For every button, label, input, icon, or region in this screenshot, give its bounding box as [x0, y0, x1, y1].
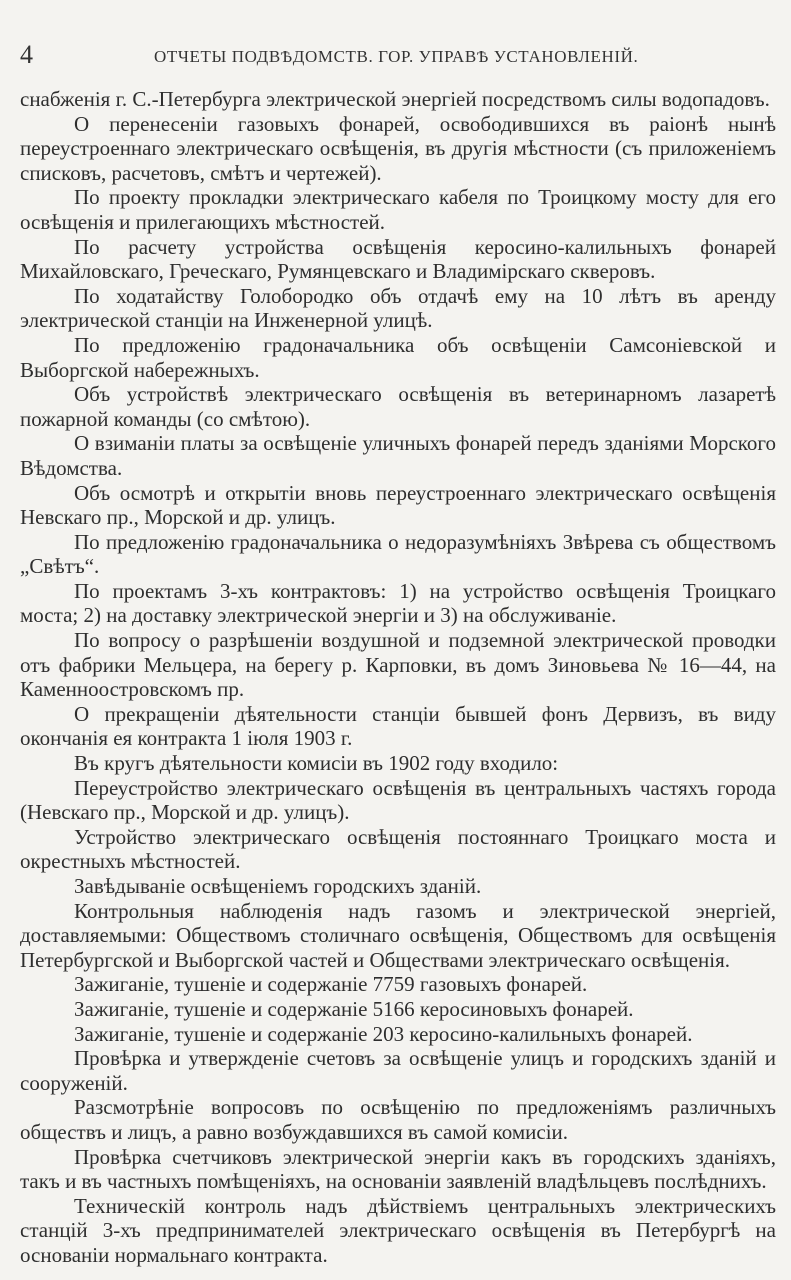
paragraph: По расчету устройства освѣщенія керосино-калильныхъ фонарей Михайловскаго, Греческаго, Румянцевскаго и Владимірскаго скверовъ.	[20, 234, 776, 284]
paragraph: О перенесеніи газовыхъ фонарей, освободившихся въ раіонѣ нынѣ переустроеннаго электрическаго освѣщенія, въ другія мѣстности (съ приложеніемъ списковъ, расчетовъ, смѣтъ и чертежей).	[20, 111, 776, 185]
paragraph: О прекращеніи дѣятельности станціи бывшей фонъ Дервизъ, въ виду окончанія ея контракта 1 іюля 1903 г.	[20, 701, 776, 751]
paragraph: Провѣрка счетчиковъ электрической энергіи какъ въ городскихъ зданіяхъ, такъ и въ частныхъ помѣщеніяхъ, на основаніи заявленій владѣльцевъ послѣднихъ.	[20, 1144, 776, 1194]
paragraph: Устройство электрическаго освѣщенія постояннаго Троицкаго моста и окрестныхъ мѣстностей.	[20, 824, 776, 874]
paragraph: Провѣрка и утвержденіе счетовъ за освѣщеніе улицъ и городскихъ зданій и сооруженій.	[20, 1046, 776, 1095]
paragraph: Зажиганіе, тушеніе и содержаніе 5166 керосиновыхъ фонарей.	[74, 996, 634, 1021]
paragraph: снабженія г. С.-Петербурга электрической энергіей посредствомъ силы водопадовъ.	[20, 87, 770, 111]
page-number: 4	[20, 40, 33, 69]
paragraph: Въ кругъ дѣятельности комисіи въ 1902 году входило:	[74, 751, 559, 776]
paragraph: О взиманіи платы за освѣщеніе уличныхъ фонарей передъ зданіями Морского Вѣдомства.	[20, 431, 776, 480]
paragraph: По вопросу о разрѣшеніи воздушной и подземной электрической проводки отъ фабрики Мельцера, на берегу р. Карповки, въ домъ Зиновьева № 16—44, на Каменноостровскомъ пр.	[20, 628, 776, 702]
paragraph: По предложенію градоначальника о недоразумѣніяхъ Звѣрева съ обществомъ „Свѣтъ“.	[20, 529, 776, 579]
paragraph: Зажиганіе, тушеніе и содержаніе 203 керосино-калильныхъ фонарей.	[74, 1021, 693, 1046]
running-head-title: ОТЧЕТЫ ПОДВѢДОМСТВ. ГОР. УПРАВѢ УСТАНОВЛЕНІЙ.	[154, 47, 639, 66]
text-body	[20, 87, 776, 1268]
paragraph: Завѣдываніе освѣщеніемъ городскихъ зданій.	[74, 874, 482, 898]
paragraph: По проектамъ 3-хъ контрактовъ: 1) на устройство освѣщенія Троицкаго моста; 2) на доставку электрической энергіи и 3) на обслуживаніе.	[20, 578, 776, 628]
paragraph: По предложенію градоначальника объ освѣщеніи Самсоніевской и Выборгской набережныхъ.	[20, 332, 776, 382]
paragraph: По проекту прокладки электрическаго кабеля по Троицкому мосту для его освѣщенія и прилегающихъ мѣстностей.	[20, 185, 776, 234]
paragraph: Объ устройствѣ электрическаго освѣщенія въ ветеринарномъ лазаретѣ пожарной команды (со смѣтою).	[20, 382, 776, 431]
paragraph: Переустройство электрическаго освѣщенія въ центральныхъ частяхъ города (Невскаго пр., Морской и др. улицъ).	[20, 775, 776, 825]
paragraph: Объ осмотрѣ и открытіи вновь переустроеннаго электрическаго освѣщенія Невскаго пр., Морской и др. улицъ.	[20, 480, 776, 530]
running-head	[20, 40, 780, 74]
paragraph: Контрольныя наблюденія надъ газомъ и электрической энергіей, доставляемыми: Обществомъ столичнаго освѣщенія, Обществомъ для освѣщенія Петербургской и Выборгской частей и Обществами электрическаго освѣщенія.	[20, 898, 776, 972]
paragraph: Техническій контроль надъ дѣйствіемъ центральныхъ электрическихъ станцій 3-хъ предпринимателей электрическаго освѣщенія въ Петербургѣ на основаніи нормальнаго контракта.	[20, 1193, 776, 1267]
paragraph: Зажиганіе, тушеніе и содержаніе 7759 газовыхъ фонарей.	[74, 972, 588, 997]
paragraph: Разсмотрѣніе вопросовъ по освѣщенію по предложеніямъ различныхъ обществъ и лицъ, а равно возбуждавшихся въ самой комисіи.	[20, 1095, 776, 1144]
paragraph: По ходатайству Голобородко объ отдачѣ ему на 10 лѣтъ въ аренду электрической станціи на Инженерной улицѣ.	[20, 283, 776, 333]
